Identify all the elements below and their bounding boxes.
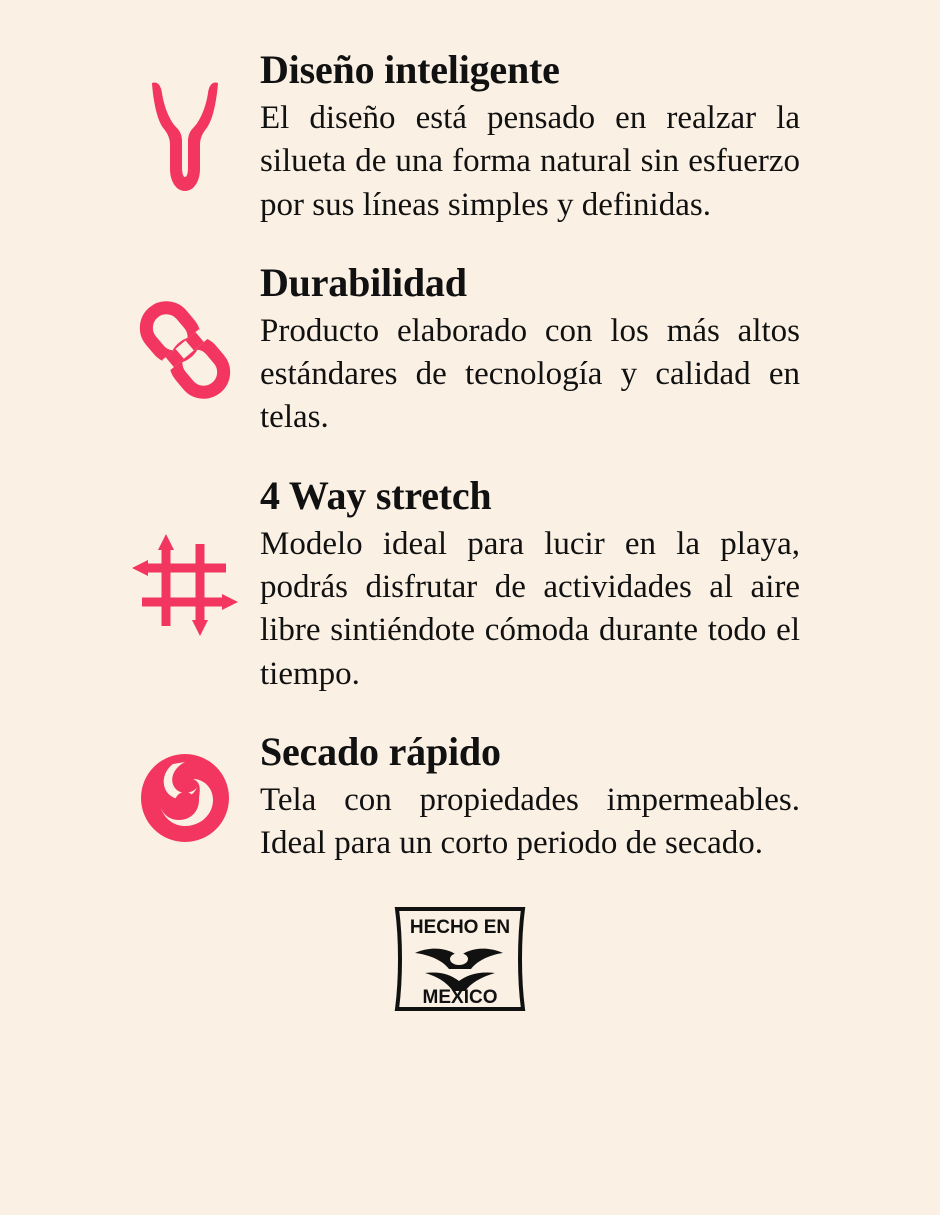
water-drop-swirl-icon bbox=[120, 746, 250, 850]
feature-body bbox=[250, 48, 800, 227]
hecho-en-mexico-badge bbox=[120, 899, 800, 1019]
feature-item bbox=[120, 730, 800, 866]
feature-text: Tela con propiedades impermeables. Ideal para un corto periodo de secado. bbox=[260, 781, 800, 862]
feature-body bbox=[250, 474, 800, 696]
feature-text: Modelo ideal para lucir en la playa, podrás disfrutar de actividades al aire libre sintiéndote cómoda durante todo el tiempo. bbox=[260, 525, 800, 692]
four-way-stretch-icon bbox=[120, 530, 250, 640]
feature-body bbox=[250, 261, 800, 440]
feature-title: Durabilidad bbox=[260, 259, 467, 305]
feature-title: Secado rápido bbox=[260, 728, 501, 774]
badge-top-label-text bbox=[120, 1019, 121, 1020]
feature-title: Diseño inteligente bbox=[260, 47, 560, 92]
feature-title: 4 Way stretch bbox=[260, 472, 492, 518]
feature-text: El diseño está pensado en realzar la silueta de una forma natural sin esfuerzo por sus líneas simples y definidas. bbox=[260, 100, 800, 223]
feature-item bbox=[120, 474, 800, 696]
feature-item bbox=[120, 261, 800, 440]
hecho-en-mexico-eagle-icon bbox=[385, 899, 535, 1019]
feature-body bbox=[250, 730, 800, 866]
chain-link-icon bbox=[120, 295, 250, 405]
swimsuit-icon bbox=[120, 77, 250, 197]
badge-top-label: HECHO EN bbox=[409, 917, 511, 939]
feature-text: Producto elaborado con los más altos estándares de tecnología y calidad en telas. bbox=[260, 313, 800, 436]
feature-item bbox=[120, 48, 800, 227]
badge-bottom-label-text bbox=[120, 1019, 121, 1020]
badge-bottom-label: MEXICO bbox=[422, 987, 498, 1009]
